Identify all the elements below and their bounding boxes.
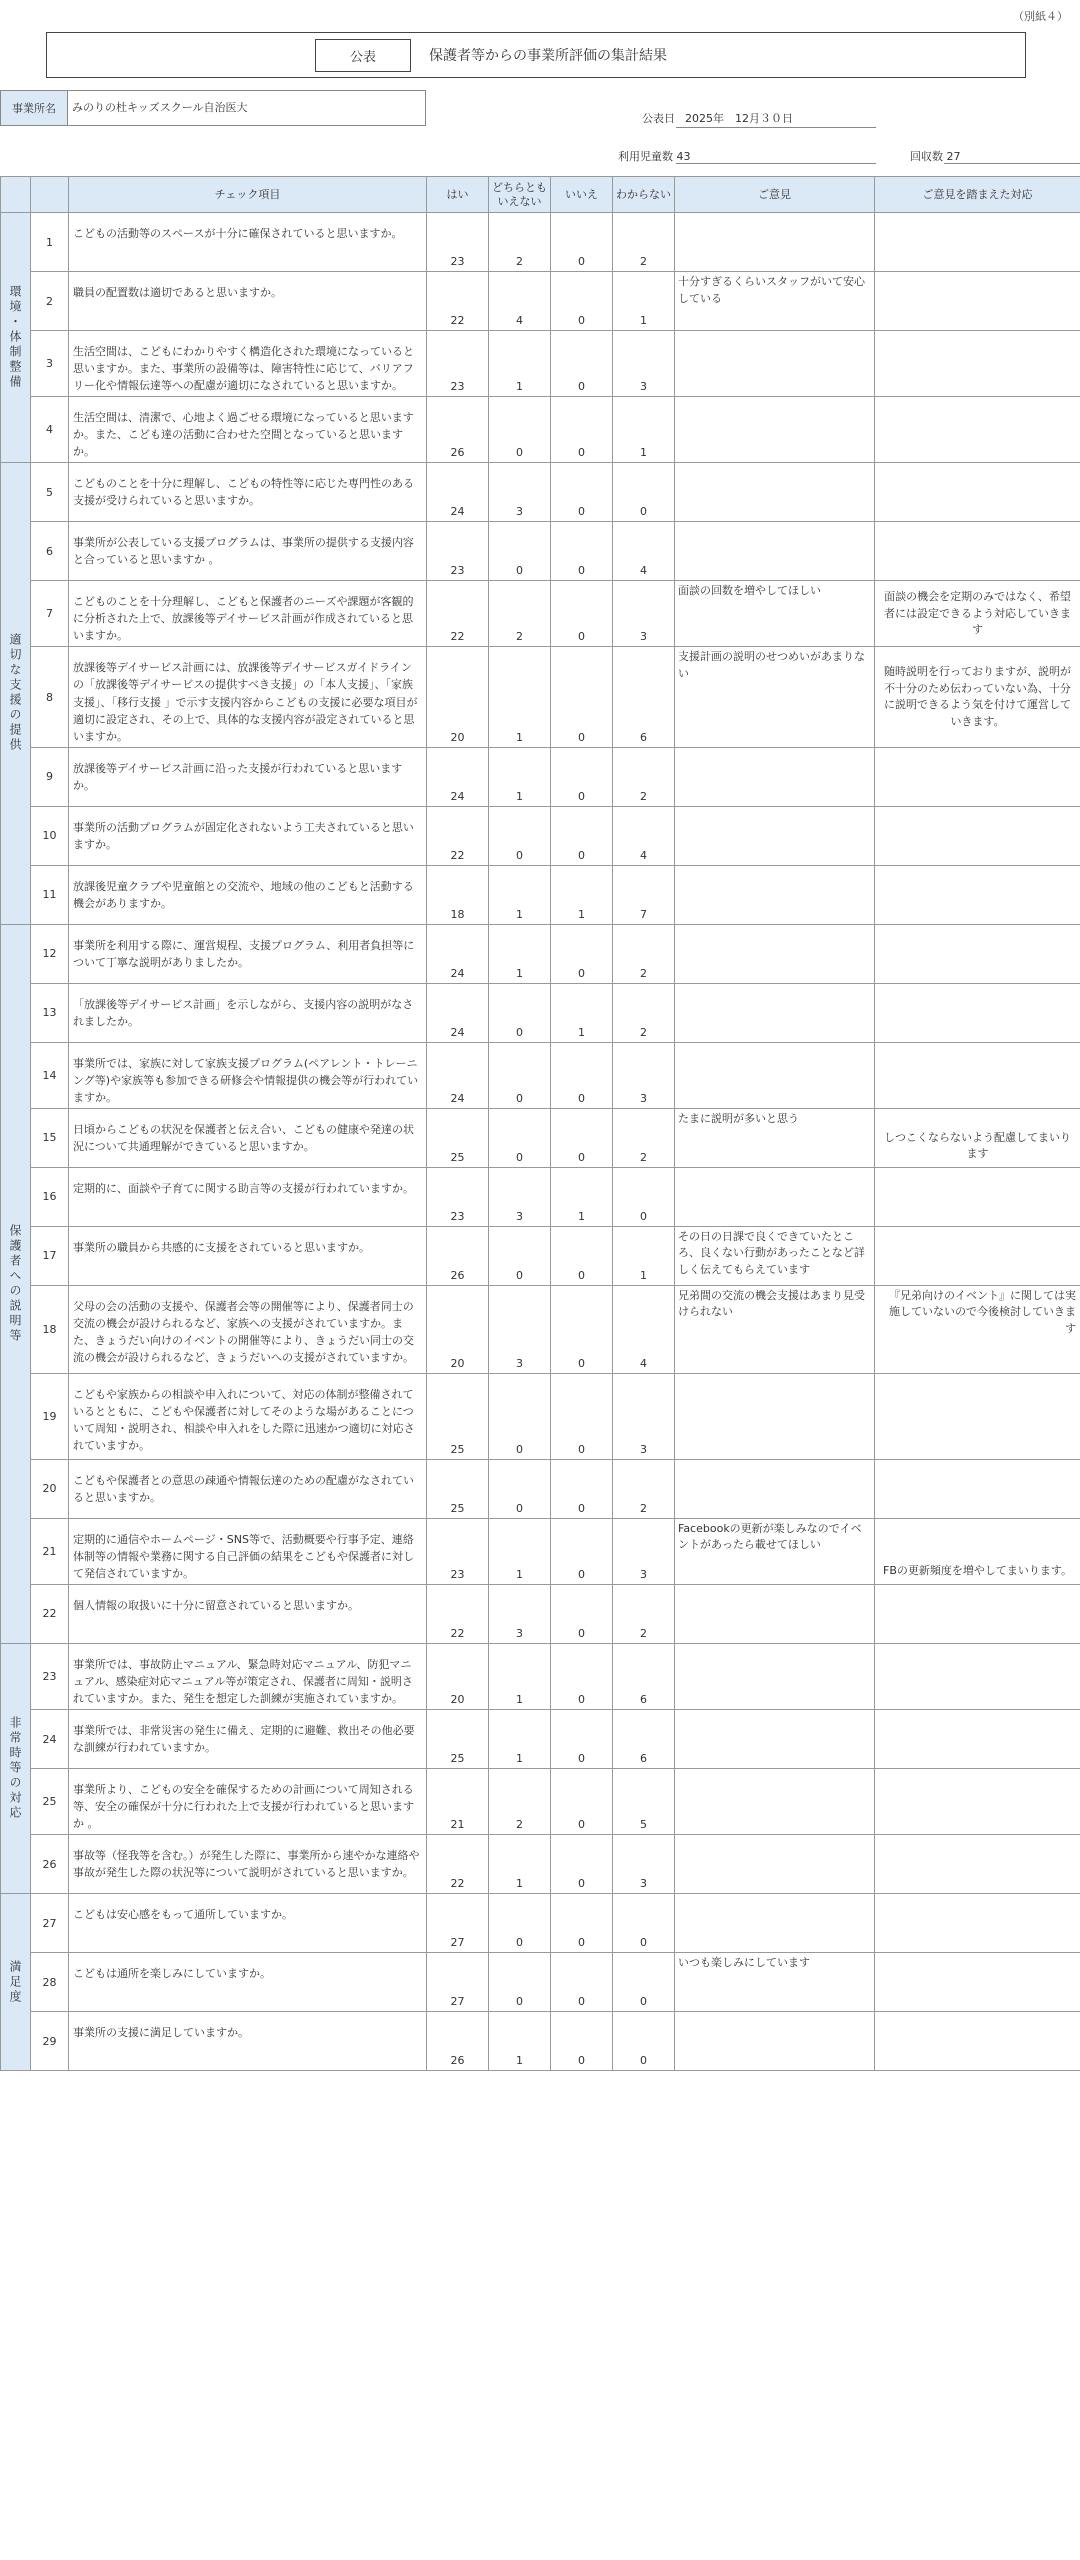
table-row: [1, 747, 1080, 806]
count-yes: 25: [427, 1108, 489, 1167]
response-cell: [875, 1769, 1080, 1835]
header-unknown: わからない: [613, 177, 675, 213]
user-count: [618, 148, 691, 164]
count-unknown: 3: [613, 1042, 675, 1108]
table-row: [1, 1518, 1080, 1584]
response-cell: [875, 1226, 1080, 1285]
count-neither: 1: [489, 1518, 551, 1584]
count-yes: 24: [427, 983, 489, 1042]
row-number: 9: [31, 747, 69, 806]
user-count-value: 43: [676, 150, 691, 163]
response-cell: [875, 1459, 1080, 1518]
count-yes: 24: [427, 1042, 489, 1108]
table-row: [1, 213, 1080, 272]
count-yes: 21: [427, 1769, 489, 1835]
table-row: [1, 1167, 1080, 1226]
table-row: [1, 1643, 1080, 1709]
response-cell: [875, 1373, 1080, 1459]
opinion-cell: [675, 1835, 875, 1894]
facility-name-box: [0, 90, 426, 126]
header-neither: どちらとも いえない: [489, 177, 551, 213]
check-item: 放課後児童クラブや児童館との交流や、地域の他のこどもと活動する機会がありますか。: [69, 865, 427, 924]
count-no: 0: [551, 1710, 613, 1769]
check-item: 個人情報の取扱いに十分に留意されていると思いますか。: [69, 1584, 427, 1643]
count-yes: 26: [427, 1226, 489, 1285]
table-row: [1, 581, 1080, 647]
row-number: 11: [31, 865, 69, 924]
check-item: こどものことを十分に理解し、こどもの特性等に応じた専門性のある支援が受けられていると思いますか。: [69, 463, 427, 522]
count-yes: 27: [427, 1894, 489, 1953]
count-yes: 24: [427, 924, 489, 983]
opinion-cell: [675, 806, 875, 865]
opinion-cell: [675, 1643, 875, 1709]
count-unknown: 2: [613, 747, 675, 806]
category-label: 非常時等の対応: [1, 1643, 31, 1893]
count-neither: 1: [489, 924, 551, 983]
return-count-label: 回収数: [910, 150, 943, 163]
opinion-cell: 支援計画の説明のせつめいがあまりない: [675, 647, 875, 747]
opinion-cell: 兄弟間の交流の機会支援はあまり見受けられない: [675, 1285, 875, 1373]
opinion-cell: 十分すぎるくらいスタッフがいて安心している: [675, 272, 875, 331]
count-no: 0: [551, 1285, 613, 1373]
row-number: 26: [31, 1835, 69, 1894]
count-neither: 1: [489, 747, 551, 806]
public-badge: 公表: [315, 39, 411, 72]
count-unknown: 7: [613, 865, 675, 924]
count-neither: 0: [489, 1226, 551, 1285]
response-cell: [875, 806, 1080, 865]
count-unknown: 2: [613, 1108, 675, 1167]
count-no: 0: [551, 647, 613, 747]
count-no: 0: [551, 397, 613, 463]
opinion-cell: [675, 983, 875, 1042]
count-neither: 0: [489, 1373, 551, 1459]
table-row: [1, 1584, 1080, 1643]
check-item: 定期的に、面談や子育てに関する助言等の支援が行われていますか。: [69, 1167, 427, 1226]
response-cell: [875, 924, 1080, 983]
response-cell: [875, 2012, 1080, 2071]
count-neither: 3: [489, 1584, 551, 1643]
count-yes: 23: [427, 1167, 489, 1226]
count-no: 0: [551, 1584, 613, 1643]
opinion-cell: [675, 865, 875, 924]
count-neither: 0: [489, 1042, 551, 1108]
count-unknown: 0: [613, 463, 675, 522]
row-number: 29: [31, 2012, 69, 2071]
count-yes: 23: [427, 331, 489, 397]
response-cell: [875, 272, 1080, 331]
row-number: 6: [31, 522, 69, 581]
table-row: [1, 647, 1080, 747]
response-cell: 面談の機会を定期のみではなく、希望者には設定できるよう対応していきます: [875, 581, 1080, 647]
check-item: 職員の配置数は適切であると思いますか。: [69, 272, 427, 331]
count-yes: 22: [427, 581, 489, 647]
table-header-row: [1, 177, 1080, 213]
count-no: 0: [551, 2012, 613, 2071]
table-row: [1, 1042, 1080, 1108]
table-row: [1, 1285, 1080, 1373]
response-cell: [875, 331, 1080, 397]
header-number: [31, 177, 69, 213]
row-number: 22: [31, 1584, 69, 1643]
row-number: 12: [31, 924, 69, 983]
evaluation-table: [0, 176, 1080, 2071]
count-neither: 2: [489, 581, 551, 647]
opinion-cell: 面談の回数を増やしてほしい: [675, 581, 875, 647]
check-item: こどもは安心感をもって通所していますか。: [69, 1894, 427, 1953]
count-yes: 20: [427, 1285, 489, 1373]
row-number: 16: [31, 1167, 69, 1226]
count-unknown: 2: [613, 924, 675, 983]
count-no: 0: [551, 1518, 613, 1584]
user-count-label: 利用児童数: [618, 150, 673, 163]
header-yes: はい: [427, 177, 489, 213]
table-row: [1, 983, 1080, 1042]
header-opinion: ご意見: [675, 177, 875, 213]
count-unknown: 6: [613, 1643, 675, 1709]
table-row: [1, 924, 1080, 983]
count-unknown: 5: [613, 1769, 675, 1835]
check-item: 日頃からこどもの状況を保護者と伝え合い、こどもの健康や発達の状況について共通理解ができていると思いますか。: [69, 1108, 427, 1167]
header-no: いいえ: [551, 177, 613, 213]
opinion-cell: [675, 747, 875, 806]
check-item: 放課後等デイサービス計画に沿った支援が行われていると思いますか。: [69, 747, 427, 806]
count-unknown: 2: [613, 213, 675, 272]
opinion-cell: [675, 1710, 875, 1769]
row-number: 19: [31, 1373, 69, 1459]
table-row: [1, 1373, 1080, 1459]
response-cell: 随時説明を行っておりますが、説明が不十分のため伝わっていない為、十分に説明できるよう気を付けて運営していきます。: [875, 647, 1080, 747]
category-label: 適切な支援の提供: [1, 463, 31, 924]
count-unknown: 3: [613, 331, 675, 397]
opinion-cell: [675, 1167, 875, 1226]
count-unknown: 1: [613, 397, 675, 463]
count-no: 0: [551, 272, 613, 331]
count-no: 0: [551, 581, 613, 647]
count-no: 0: [551, 1108, 613, 1167]
count-neither: 1: [489, 647, 551, 747]
table-row: [1, 331, 1080, 397]
opinion-cell: [675, 331, 875, 397]
row-number: 7: [31, 581, 69, 647]
response-cell: しつこくならないよう配慮してまいります: [875, 1108, 1080, 1167]
count-neither: 3: [489, 1167, 551, 1226]
check-item: 事業所の活動プログラムが固定化されないよう工夫されていると思いますか。: [69, 806, 427, 865]
count-no: 0: [551, 806, 613, 865]
row-number: 20: [31, 1459, 69, 1518]
count-yes: 26: [427, 2012, 489, 2071]
opinion-cell: [675, 522, 875, 581]
count-yes: 22: [427, 806, 489, 865]
count-neither: 1: [489, 1710, 551, 1769]
check-item: こどものことを十分理解し、こどもと保護者のニーズや課題が客観的に分析された上で、放課後等デイサービス計画が作成されていると思いますか。: [69, 581, 427, 647]
opinion-cell: [675, 397, 875, 463]
table-row: [1, 1710, 1080, 1769]
table-row: [1, 397, 1080, 463]
response-cell: [875, 463, 1080, 522]
count-no: 1: [551, 1167, 613, 1226]
annex-label: （別紙４）: [1013, 10, 1068, 23]
opinion-cell: [675, 1894, 875, 1953]
count-neither: 1: [489, 865, 551, 924]
count-yes: 26: [427, 397, 489, 463]
count-unknown: 0: [613, 1953, 675, 2012]
publication-date-value: 2025年 12月３０日: [685, 112, 793, 125]
count-neither: 2: [489, 213, 551, 272]
count-neither: 0: [489, 806, 551, 865]
count-no: 1: [551, 983, 613, 1042]
check-item: 事業所が公表している支援プログラムは、事業所の提供する支援内容と合っていると思いますか 。: [69, 522, 427, 581]
count-yes: 20: [427, 1643, 489, 1709]
row-number: 1: [31, 213, 69, 272]
row-number: 3: [31, 331, 69, 397]
count-unknown: 6: [613, 1710, 675, 1769]
title-box: [46, 32, 1026, 78]
underline: [676, 127, 876, 128]
table-row: [1, 1894, 1080, 1953]
count-neither: 1: [489, 2012, 551, 2071]
count-no: 0: [551, 522, 613, 581]
category-label: 保護者への説明等: [1, 924, 31, 1643]
header-response: ご意見を踏まえた対応: [875, 177, 1080, 213]
count-yes: 24: [427, 747, 489, 806]
row-number: 4: [31, 397, 69, 463]
row-number: 8: [31, 647, 69, 747]
page-title: 保護者等からの事業所評価の集計結果: [429, 48, 668, 64]
count-no: 0: [551, 924, 613, 983]
check-item: 定期的に通信やホームページ・SNS等で、活動概要や行事予定、連絡体制等の情報や業務に関する自己評価の結果をこどもや保護者に対して発信されていますか。: [69, 1518, 427, 1584]
count-unknown: 0: [613, 1167, 675, 1226]
count-unknown: 3: [613, 1373, 675, 1459]
opinion-cell: [675, 2012, 875, 2071]
table-row: [1, 1108, 1080, 1167]
row-number: 28: [31, 1953, 69, 2012]
count-neither: 0: [489, 1459, 551, 1518]
count-unknown: 0: [613, 1894, 675, 1953]
response-cell: FBの更新頻度を増やしてまいります。: [875, 1518, 1080, 1584]
category-label: 満足度: [1, 1894, 31, 2071]
row-number: 15: [31, 1108, 69, 1167]
count-no: 0: [551, 463, 613, 522]
table-row: [1, 1459, 1080, 1518]
header-category: [1, 177, 31, 213]
check-item: 放課後等デイサービス計画には、放課後等デイサービスガイドラインの「放課後等デイサービスの提供すべき支援」の「本人支援」、「家族支援」、「移行支援 」で示す支援内容からこどもの支援に必要な項目が適切に設定され、その上で、具体的な支援内容が設定されていると思いますか。: [69, 647, 427, 747]
return-count: [910, 148, 961, 164]
count-neither: 4: [489, 272, 551, 331]
response-cell: [875, 1167, 1080, 1226]
response-cell: [875, 1894, 1080, 1953]
count-neither: 1: [489, 1835, 551, 1894]
count-no: 1: [551, 865, 613, 924]
facility-label: 事業所名: [1, 91, 68, 125]
row-number: 2: [31, 272, 69, 331]
count-yes: 23: [427, 522, 489, 581]
count-unknown: 2: [613, 1459, 675, 1518]
count-neither: 1: [489, 331, 551, 397]
row-number: 24: [31, 1710, 69, 1769]
table-row: [1, 1769, 1080, 1835]
table-row: [1, 865, 1080, 924]
check-item: 事業所では、非常災害の発生に備え、定期的に避難、救出その他必要な訓練が行われていますか。: [69, 1710, 427, 1769]
count-yes: 22: [427, 1835, 489, 1894]
count-no: 0: [551, 1042, 613, 1108]
count-neither: 3: [489, 1285, 551, 1373]
opinion-cell: その日の日課で良くできていたところ、良くない行動があったことなど詳しく伝えてもらえています: [675, 1226, 875, 1285]
row-number: 10: [31, 806, 69, 865]
response-cell: [875, 1835, 1080, 1894]
response-cell: [875, 1643, 1080, 1709]
table-body: [1, 213, 1080, 2071]
response-cell: [875, 213, 1080, 272]
count-unknown: 3: [613, 1835, 675, 1894]
count-yes: 27: [427, 1953, 489, 2012]
table-row: [1, 806, 1080, 865]
count-yes: 20: [427, 647, 489, 747]
check-item: 事業所の支援に満足していますか。: [69, 2012, 427, 2071]
count-neither: 3: [489, 463, 551, 522]
table-row: [1, 522, 1080, 581]
response-cell: [875, 1953, 1080, 2012]
count-no: 0: [551, 1953, 613, 2012]
response-cell: [875, 1584, 1080, 1643]
check-item: 事業所を利用する際に、運営規程、支援プログラム、利用者負担等について丁寧な説明がありましたか。: [69, 924, 427, 983]
count-no: 0: [551, 1835, 613, 1894]
count-unknown: 4: [613, 1285, 675, 1373]
opinion-cell: [675, 1042, 875, 1108]
row-number: 17: [31, 1226, 69, 1285]
row-number: 25: [31, 1769, 69, 1835]
count-yes: 22: [427, 1584, 489, 1643]
row-number: 14: [31, 1042, 69, 1108]
opinion-cell: [675, 1584, 875, 1643]
opinion-cell: いつも楽しみにしています: [675, 1953, 875, 2012]
check-item: こどもや家族からの相談や申入れについて、対応の体制が整備されているとともに、こどもや保護者に対してそのような場があることについて周知・説明され、相談や申入れをした際に迅速かつ適切に対応されていますか。: [69, 1373, 427, 1459]
table-row: [1, 1226, 1080, 1285]
count-neither: 0: [489, 522, 551, 581]
row-number: 5: [31, 463, 69, 522]
count-neither: 0: [489, 397, 551, 463]
check-item: こどもの活動等のスペースが十分に確保されていると思いますか。: [69, 213, 427, 272]
opinion-cell: [675, 924, 875, 983]
opinion-cell: [675, 463, 875, 522]
count-unknown: 0: [613, 2012, 675, 2071]
count-yes: 25: [427, 1373, 489, 1459]
count-neither: 0: [489, 1894, 551, 1953]
facility-name: みのりの杜キッズスクール自治医大: [72, 101, 248, 114]
count-yes: 25: [427, 1459, 489, 1518]
response-cell: [875, 983, 1080, 1042]
opinion-cell: [675, 1459, 875, 1518]
table-row: [1, 2012, 1080, 2071]
count-neither: 1: [489, 1643, 551, 1709]
count-no: 0: [551, 747, 613, 806]
row-number: 23: [31, 1643, 69, 1709]
count-neither: 0: [489, 1108, 551, 1167]
opinion-cell: Facebookの更新が楽しみなのでイベントがあったら載せてほしい: [675, 1518, 875, 1584]
check-item: 事業所では、事故防止マニュアル、緊急時対応マニュアル、防犯マニュアル、感染症対応マニュアル等が策定され、保護者に周知・説明されていますか。また、発生を想定した訓練が実施されていますか。: [69, 1643, 427, 1709]
table-row: [1, 1835, 1080, 1894]
count-unknown: 2: [613, 1584, 675, 1643]
count-no: 0: [551, 1769, 613, 1835]
count-yes: 22: [427, 272, 489, 331]
count-yes: 23: [427, 213, 489, 272]
check-item: こどもは通所を楽しみにしていますか。: [69, 1953, 427, 2012]
table-row: [1, 463, 1080, 522]
count-no: 0: [551, 331, 613, 397]
row-number: 18: [31, 1285, 69, 1373]
opinion-cell: [675, 1769, 875, 1835]
count-unknown: 4: [613, 522, 675, 581]
underline: [676, 163, 876, 164]
count-no: 0: [551, 1894, 613, 1953]
count-unknown: 1: [613, 272, 675, 331]
count-no: 0: [551, 1459, 613, 1518]
count-neither: 2: [489, 1769, 551, 1835]
response-cell: [875, 747, 1080, 806]
check-item: 事業所より、こどもの安全を確保するための計画について周知される等、安全の確保が十分に行われた上で支援が行われていると思いますか 。: [69, 1769, 427, 1835]
response-cell: [875, 865, 1080, 924]
count-no: 0: [551, 1226, 613, 1285]
response-cell: [875, 522, 1080, 581]
count-no: 0: [551, 213, 613, 272]
check-item: 事業所では、家族に対して家族支援プログラム(ペアレント・トレーニング等)や家族等も参加できる研修会や情報提供の機会等が行われていますか。: [69, 1042, 427, 1108]
count-unknown: 3: [613, 581, 675, 647]
response-cell: [875, 397, 1080, 463]
row-number: 21: [31, 1518, 69, 1584]
check-item: こどもや保護者との意思の疎通や情報伝達のための配慮がなされていると思いますか。: [69, 1459, 427, 1518]
check-item: 事業所の職員から共感的に支援をされていると思いますか。: [69, 1226, 427, 1285]
return-count-value: 27: [946, 150, 961, 163]
check-item: 「放課後等デイサービス計画」を示しながら、支援内容の説明がなされましたか。: [69, 983, 427, 1042]
count-unknown: 4: [613, 806, 675, 865]
count-yes: 18: [427, 865, 489, 924]
check-item: 父母の会の活動の支援や、保護者会等の開催等により、保護者同士の交流の機会が設けられるなど、家族への支援がされていますか。また、きょうだい向けのイベントの開催等により、きょうだい同士の交流の機会が設けられるなど、きょうだいへの支援がされていますか。: [69, 1285, 427, 1373]
table-row: [1, 1953, 1080, 2012]
category-label: 環境・体制整備: [1, 213, 31, 463]
count-unknown: 2: [613, 983, 675, 1042]
opinion-cell: [675, 1373, 875, 1459]
underline: [944, 163, 1080, 164]
count-neither: 0: [489, 1953, 551, 2012]
count-no: 0: [551, 1373, 613, 1459]
opinion-cell: [675, 213, 875, 272]
response-cell: [875, 1042, 1080, 1108]
row-number: 27: [31, 1894, 69, 1953]
count-unknown: 1: [613, 1226, 675, 1285]
opinion-cell: たまに説明が多いと思う: [675, 1108, 875, 1167]
count-yes: 24: [427, 463, 489, 522]
table-row: [1, 272, 1080, 331]
publication-date-label: 公表日: [642, 112, 675, 125]
count-yes: 23: [427, 1518, 489, 1584]
response-cell: 『兄弟向けのイベント』に関しては実施していないので今後検討していきます: [875, 1285, 1080, 1373]
count-neither: 0: [489, 983, 551, 1042]
count-no: 0: [551, 1643, 613, 1709]
response-cell: [875, 1710, 1080, 1769]
count-unknown: 3: [613, 1518, 675, 1584]
check-item: 事故等（怪我等を含む。）が発生した際に、事業所から速やかな連絡や事故が発生した際の状況等について説明がされていると思いますか。: [69, 1835, 427, 1894]
check-item: 生活空間は、こどもにわかりやすく構造化された環境になっていると思いますか。また、事業所の設備等は、障害特性に応じて、バリアフリー化や情報伝達等への配慮が適切になされていると思いますか。: [69, 331, 427, 397]
row-number: 13: [31, 983, 69, 1042]
count-yes: 25: [427, 1710, 489, 1769]
count-unknown: 6: [613, 647, 675, 747]
check-item: 生活空間は、清潔で、心地よく過ごせる環境になっていると思いますか。また、こども達の活動に合わせた空間となっていると思いますか。: [69, 397, 427, 463]
publication-date: [642, 110, 793, 126]
header-item: チェック項目: [69, 177, 427, 213]
